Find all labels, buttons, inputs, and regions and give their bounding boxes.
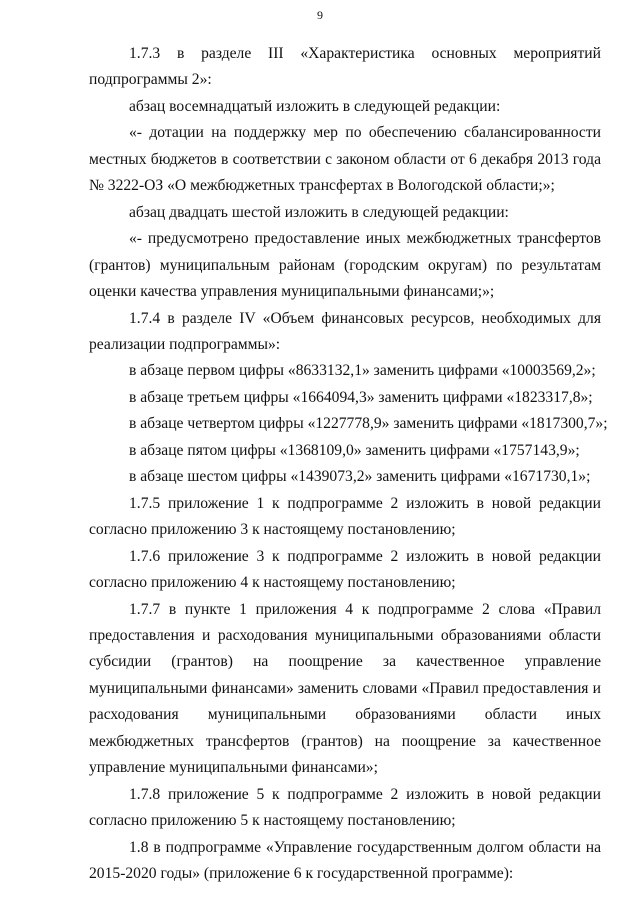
page-number: 9 xyxy=(317,8,323,22)
paragraph-abzac-3-figures: в абзаце третьем цифры «1664094,3» заменить цифрами «1823317,8»; xyxy=(129,388,593,406)
paragraph-abzac-26: абзац двадцать шестой изложить в следующей редакции: xyxy=(129,203,509,221)
paragraph-1-8: 1.8 в подпрограмме «Управление государственным долгом области на 2015-2020 годы» (приложение 6 к государственной программе): xyxy=(89,838,601,883)
paragraph-abzac-1-figures: в абзаце первом цифры «8633132,1» заменить цифрами «10003569,2»; xyxy=(129,362,596,380)
paragraph-abzac-18: абзац восемнадцатый изложить в следующей редакции: xyxy=(129,97,501,115)
paragraph-abzac-6-figures: в абзаце шестом цифры «1439073,2» заменить цифрами «1671730,1»; xyxy=(129,468,591,486)
paragraph-1-7-6: 1.7.6 приложение 3 к подпрограмме 2 изложить в новой редакции согласно приложению 4 к настоящему постановлению; xyxy=(89,547,601,592)
paragraph-1-7-7: 1.7.7 в пункте 1 приложения 4 к подпрограмме 2 слова «Правил предоставления и расходования муниципальными образованиями области субсидии (грантов) на поощрение за качественное управление муниципальными финансами» заменить словами «Правил предоставления и расходования муниципальными образованиями области иных межбюджетных трансфертов (грантов) на поощрение за качественное управление муниципальными финансами»; xyxy=(89,600,601,777)
paragraph-granty: «- предусмотрено предоставление иных межбюджетных трансфертов (грантов) муниципальным районам (городским округам) по результатам оценки качества управления муниципальными финансами;»; xyxy=(89,230,601,301)
paragraph-dotacii: «- дотации на поддержку мер по обеспечению сбалансированности местных бюджетов в соответствии с законом области от 6 декабря 2013 года № 3222-ОЗ «О межбюджетных трансфертах в Вологодской области;»; xyxy=(89,124,601,195)
paragraph-1-7-8: 1.7.8 приложение 5 к подпрограмме 2 изложить в новой редакции согласно приложению 5 к настоящему постановлению; xyxy=(89,785,601,830)
paragraph-1-7-5: 1.7.5 приложение 1 к подпрограмме 2 изложить в новой редакции согласно приложению 3 к настоящему постановлению; xyxy=(89,494,601,539)
document-body xyxy=(89,41,608,888)
paragraph-abzac-4-figures: в абзаце четвертом цифры «1227778,9» заменить цифрами «1817300,7»; xyxy=(129,415,608,433)
paragraph-abzac-5-figures: в абзаце пятом цифры «1368109,0» заменить цифрами «1757143,9»; xyxy=(129,441,580,459)
paragraph-1-7-4: 1.7.4 в разделе IV «Объем финансовых ресурсов, необходимых для реализации подпрограммы»: xyxy=(89,309,601,353)
paragraph-1-7-3: 1.7.3 в разделе III «Характеристика основных мероприятий подпрограммы 2»: xyxy=(89,45,601,89)
